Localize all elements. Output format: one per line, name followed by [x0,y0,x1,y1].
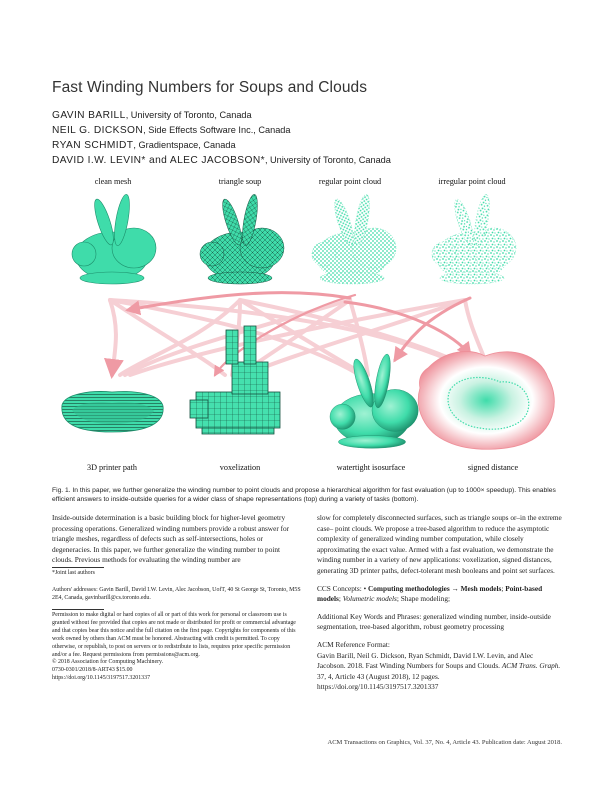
triangle-soup-bunny [200,193,284,284]
author-name: DAVID I.W. LEVIN* and ALEC JACOBSON* [52,155,265,166]
ccs-mesh-models: Computing methodologies → Mesh models [368,583,502,593]
signed-distance-result [418,352,554,450]
label-voxelization: voxelization [219,463,261,472]
author-line [52,153,391,168]
ccs-sep: ; [501,583,506,593]
reference-text: Gavin Barill, Neil G. Dickson, Ryan Schmidt, David I.W. Levin, and Alec Jacobson. 2018. Fast Winding Numbers for Soups and Clouds. [317,650,534,671]
issn-line: 0730-0301/2018/8-ART43 $15.00 [52,667,133,674]
doi-link[interactable]: https://doi.org/10.1145/3197517.3201337 [52,675,151,682]
permission-block [52,612,302,683]
teaser-figure [0,170,612,485]
label-3d-printer-path: 3D printer path [86,463,138,472]
author-name: NEIL G. DICKSON [52,125,144,136]
author-line [52,123,391,138]
author-line [52,108,391,123]
ccs-rest: ; Shape modeling; [396,594,450,604]
right-column [317,513,562,693]
permission-text: Permission to make digital or hard copies of all or part of this work for personal or classroom use is granted without fee provided that copies are not made or distributed for profit or commercial advantage and that copies bear this notice and the full citation on the first page. Copyrights for components of this work owned by others than ACM must be honored. Abstracting with credit is permitted. To copy otherwise, or republish, to post on servers or to redistribute to lists, requires prior specific permission and/or a fee. Request permissions from permissions@acm.org. [52,612,296,658]
left-column [52,513,302,566]
paper-title: Fast Winding Numbers for Soups and Clouds [52,79,368,96]
copyright-line: © 2018 Association for Computing Machinery. [52,659,164,666]
ccs-prefix: CCS Concepts: • [317,583,369,593]
printer-path-result [62,392,163,432]
author-affiliation: , Side Effects Software Inc., Canada [143,125,291,135]
reference-heading: ACM Reference Format: [317,639,390,649]
author-affiliation: , Gradientspace, Canada [133,140,236,150]
author-addresses: Authors' addresses: Gavin Barill, David I.W. Levin, Alec Jacobson, UofT, 40 St George St, Toronto, M5S 2E4, Canada, gavinbarill@cs.toronto.edu. [52,587,301,601]
permission-rule [52,609,104,610]
author-affiliation: , University of Toronto, Canada [125,110,252,120]
reference-format [317,651,562,693]
label-irregular-point-cloud: irregular point cloud [438,177,506,186]
abstract-part-2: slow for completely disconnected surfaces, such as triangle soups or–in the extreme case– point clouds. We propose a tree-based algorithm to reduce the asymptotic complexity of generalized winding number computation, while closely approximating the exact value. Armed with a fast evaluation, we demonstrate the winding number in a variety of new applications: voxelization, signed distances, generating 3D printer paths, defect-tolerant mesh booleans and point set surfaces. [317,513,562,575]
label-watertight-isosurface: watertight isosurface [336,463,406,472]
author-line [52,138,391,153]
clean-mesh-bunny [72,193,156,284]
author-name: RYAN SCHMIDT [52,140,134,151]
keywords: Additional Key Words and Phrases: generalized winding number, inside-outside segmentation, tree-based algorithm, robust geometry processing [317,611,551,632]
author-affiliation: , University of Toronto, Canada [264,155,391,165]
ccs-volumetric: Volumetric models [342,594,397,604]
reference-journal: ACM Trans. Graph. [501,661,561,671]
label-signed-distance: signed distance [467,463,519,472]
arrows [110,293,490,375]
page-footer: ACM Transactions on Graphics, Vol. 37, No. 4, Article 43. Publication date: August 2018. [327,739,562,746]
ccs-point-based: Point-based models [317,583,543,604]
irregular-point-cloud-bunny [432,193,516,284]
figure-caption: Fig. 1. In this paper, we further generalize the winding number to point clouds and propose a hierarchical algorithm for fast evaluation (up to 1000× speedup). This enables efficient answers to inside-outside queries for a wider class of shape representations (top) during a variety of tasks (bottom). [52,487,556,504]
reference-doi[interactable]: 37, 4, Article 43 (August 2018), 12 pages. https://doi.org/10.1145/3197517.3201337 [317,671,440,692]
footnote: *Joint last authors [52,570,95,576]
label-regular-point-cloud: regular point cloud [318,177,382,186]
author-list [52,108,391,168]
ccs-concepts [317,584,562,605]
regular-point-cloud-bunny [312,193,396,284]
ccs-sep: ; [338,594,343,604]
abstract-part-1: Inside-outside determination is a basic building block for higher-level geometry processing operations. Generalized winding numbers provide a robust answer for triangle meshes, regardless of defects such as self-intersections, holes or degeneracies. In this paper, we further generalize the winding number to point clouds. Previous methods for evaluating the winding number are [52,513,290,565]
footnote-rule [52,567,104,568]
author-name: GAVIN BARILL [52,110,126,121]
label-clean-mesh: clean mesh [94,177,132,186]
label-triangle-soup: triangle soup [218,177,262,186]
